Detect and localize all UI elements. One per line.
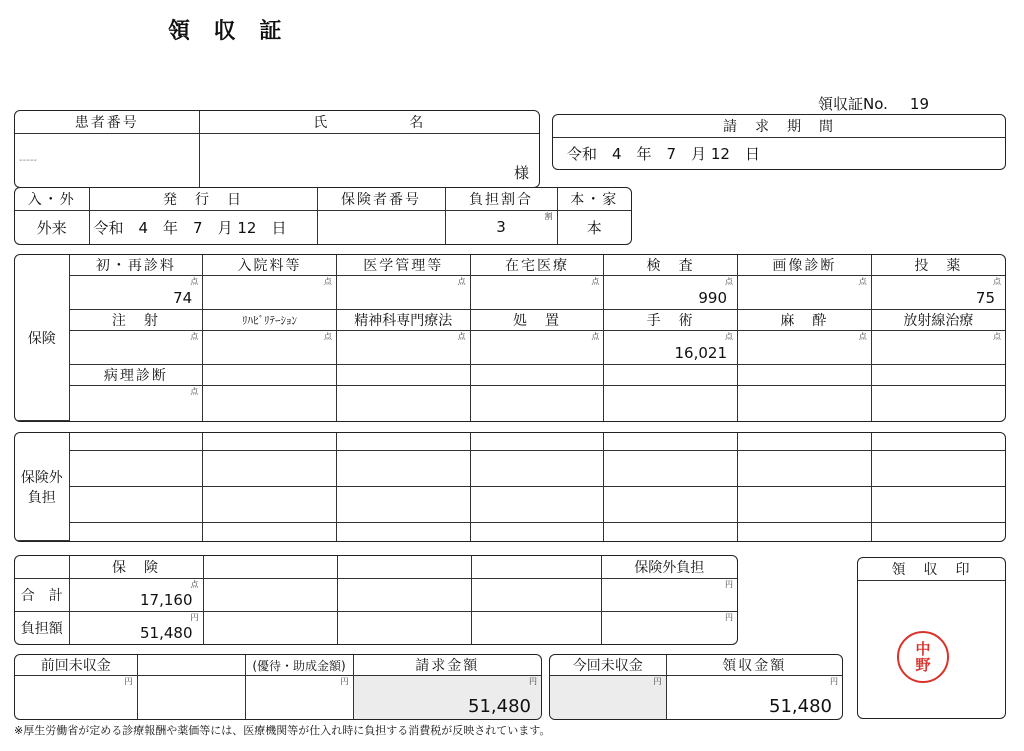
discount-cell: [245, 676, 353, 720]
page-title: 領 収 証: [168, 19, 290, 44]
burden-label: 負担額: [15, 611, 69, 644]
bill-amount-label: 請求金額: [353, 655, 541, 676]
receipt-number-label: 領収証No.: [818, 95, 888, 113]
empty-cell: [337, 611, 471, 644]
empty-cell: [738, 451, 872, 487]
cat-value-cell: [203, 276, 337, 310]
cat-value-cell: [69, 276, 203, 310]
insurer-number-value: [317, 210, 445, 244]
discount-label: (優待・助成金額): [245, 655, 353, 676]
non-insurance-label-1: 保険外: [20, 469, 63, 486]
point-unit: 点: [591, 332, 600, 341]
empty-cell: [336, 433, 470, 451]
empty-cell: [470, 451, 604, 487]
patient-box: [14, 110, 540, 188]
point-unit: 点: [190, 387, 199, 396]
point-unit: 点: [725, 277, 734, 286]
cat-label: 投 薬: [871, 255, 1005, 276]
empty-cell: [471, 611, 601, 644]
billing-period-label: 請 求 期 間: [553, 115, 1005, 137]
point-unit: 点: [457, 332, 466, 341]
cat-value: 75: [975, 289, 995, 307]
total-label: 合 計: [15, 578, 69, 611]
cat-value: 74: [173, 289, 193, 307]
receipt-number: [818, 93, 929, 114]
cat-label: 麻 酔: [738, 310, 872, 331]
empty-cell: [203, 556, 337, 578]
empty-cell: [203, 523, 337, 541]
cat-value-cell: [69, 331, 203, 365]
empty-cell: [69, 523, 203, 541]
insurance-total-label: 保 険: [69, 556, 203, 578]
bill-amount-value: 51,480: [468, 696, 531, 717]
yen-unit: 円: [529, 677, 537, 686]
empty-cell: [604, 523, 738, 541]
patient-id-label: 患者番号: [15, 111, 199, 133]
empty-cell: [871, 451, 1005, 487]
empty-cell: [470, 523, 604, 541]
empty-cell: [738, 365, 872, 386]
cat-value-cell: [69, 386, 203, 421]
cat-label: 手 術: [604, 310, 738, 331]
billing-period-box: [552, 114, 1006, 170]
point-unit: 点: [858, 332, 867, 341]
cat-value-cell: [203, 331, 337, 365]
empty-cell: [604, 386, 738, 421]
point-unit: 点: [993, 332, 1001, 341]
point-unit: 点: [858, 277, 867, 286]
non-insurance-total-label: 保険外負担: [601, 556, 737, 578]
current-unpaid-label: 今回未収金: [550, 655, 666, 676]
empty-cell: [203, 611, 337, 644]
non-ins-total-cell: [601, 578, 737, 611]
point-unit: 点: [323, 332, 332, 341]
empty-cell: [137, 655, 245, 676]
total-value: 17,160: [140, 590, 193, 609]
cat-label: 精神科専門療法: [336, 310, 470, 331]
received-amount-cell: [666, 676, 842, 720]
empty-cell: [871, 386, 1005, 421]
patient-id-value: -----: [15, 133, 199, 187]
cat-label: 病理診断: [69, 365, 203, 386]
patient-name-cell: [199, 133, 539, 187]
insured-type-label: 本・家: [557, 188, 631, 210]
point-unit: 点: [993, 277, 1001, 286]
cat-label: 初・再診料: [69, 255, 203, 276]
empty-cell: [470, 433, 604, 451]
empty-cell: [203, 386, 337, 421]
bill-amount-cell: [353, 676, 541, 720]
empty-cell: [203, 451, 337, 487]
cat-label: 処 置: [470, 310, 604, 331]
empty-cell: [471, 556, 601, 578]
cat-label: 検 査: [604, 255, 738, 276]
yen-unit: 円: [190, 612, 199, 622]
insured-type-value: 本: [557, 210, 631, 244]
empty-cell: [470, 386, 604, 421]
point-unit: 点: [457, 277, 466, 286]
insurer-number-label: 保険者番号: [317, 188, 445, 210]
insurance-side-label: 保険: [15, 255, 69, 421]
empty-cell: [203, 433, 337, 451]
empty-cell: [336, 365, 470, 386]
yen-unit: 円: [830, 677, 838, 686]
burden-cell: [69, 611, 203, 644]
empty-cell: [470, 487, 604, 523]
cat-value-cell: [604, 276, 738, 310]
received-amount-value: 51,480: [769, 696, 832, 717]
empty-cell: [871, 487, 1005, 523]
insurance-grid: [14, 254, 1006, 422]
empty-cell: [69, 487, 203, 523]
empty-cell: [137, 676, 245, 720]
point-unit: 点: [190, 277, 199, 286]
empty-cell: [203, 365, 337, 386]
stamp-char-1: 中: [915, 640, 931, 658]
cat-value: 16,021: [674, 344, 728, 362]
empty-cell: [337, 556, 471, 578]
cat-value-cell: [336, 331, 470, 365]
cat-value: 990: [698, 289, 728, 307]
burden-value: 51,480: [140, 624, 193, 642]
empty-cell: [604, 487, 738, 523]
yen-unit: 円: [653, 677, 662, 686]
prev-unpaid-label: 前回未収金: [15, 655, 137, 676]
receipt-number-value: 19: [909, 95, 929, 113]
ratio-unit: 割: [544, 211, 553, 221]
cat-label: ﾘﾊﾋﾞﾘﾃｰｼｮﾝ: [203, 310, 337, 331]
empty-cell: [336, 386, 470, 421]
point-unit: 点: [190, 332, 199, 341]
non-ins-burden-cell: [601, 611, 737, 644]
empty-cell: [203, 578, 337, 611]
cat-value-cell: [470, 276, 604, 310]
cat-label: 入院料等: [203, 255, 337, 276]
empty-cell: [337, 578, 471, 611]
received-box: [549, 654, 843, 720]
empty-cell: [470, 365, 604, 386]
empty-cell: [15, 556, 69, 578]
burden-ratio-cell: [445, 210, 557, 244]
prev-unpaid-cell: [15, 676, 137, 720]
yen-unit: 円: [340, 677, 349, 686]
cat-value-cell: [871, 276, 1005, 310]
non-insurance-label-2: 負担: [27, 489, 56, 506]
empty-cell: [336, 487, 470, 523]
billing-period-value: 令和 4 年 7 月 12 日: [553, 137, 1005, 169]
empty-cell: [604, 365, 738, 386]
totals-box: [14, 555, 738, 645]
cat-label: 画像診断: [738, 255, 872, 276]
cat-value-cell: [871, 331, 1005, 365]
footnote: ※厚生労働省が定める診療報酬や薬価等には、医療機関等が仕入れ時に負担する消費税が反映されています。: [14, 724, 551, 737]
cat-value-cell: [738, 331, 872, 365]
empty-cell: [871, 433, 1005, 451]
empty-cell: [738, 523, 872, 541]
yen-unit: 円: [725, 612, 733, 622]
point-unit: 点: [725, 332, 734, 341]
empty-cell: [604, 433, 738, 451]
current-unpaid-cell: [550, 676, 666, 720]
stamp-char-2: 野: [915, 656, 931, 674]
cat-label: 在宅医療: [470, 255, 604, 276]
empty-cell: [604, 451, 738, 487]
cat-value-cell: [604, 331, 738, 365]
cat-label: 注 射: [69, 310, 203, 331]
yen-unit: 円: [124, 677, 133, 686]
visit-box: [14, 187, 632, 245]
point-unit: 点: [323, 277, 332, 286]
burden-ratio-value: 3: [496, 218, 506, 237]
empty-cell: [871, 523, 1005, 541]
empty-cell: [871, 365, 1005, 386]
non-insurance-side-label: [15, 433, 69, 541]
non-insurance-grid: [14, 432, 1006, 542]
cat-value-cell: [336, 276, 470, 310]
cat-value-cell: [470, 331, 604, 365]
point-unit: 点: [591, 277, 600, 286]
total-cell: [69, 578, 203, 611]
received-amount-label: 領収金額: [666, 655, 842, 676]
honorific: 様: [513, 164, 529, 182]
cat-label: 医学管理等: [336, 255, 470, 276]
cat-label: 放射線治療: [871, 310, 1005, 331]
cat-value-cell: [738, 276, 872, 310]
empty-cell: [471, 578, 601, 611]
patient-name-label: 氏 名: [199, 111, 539, 133]
empty-cell: [203, 487, 337, 523]
billing-box: [14, 654, 542, 720]
empty-cell: [69, 433, 203, 451]
receipt-seal-stamp: [897, 631, 949, 683]
inout-value: 外来: [15, 210, 89, 244]
issue-date-label: 発 行 日: [89, 188, 317, 210]
empty-cell: [738, 487, 872, 523]
burden-ratio-label: 負担割合: [445, 188, 557, 210]
inout-label: 入・外: [15, 188, 89, 210]
empty-cell: [738, 433, 872, 451]
empty-cell: [336, 523, 470, 541]
empty-cell: [336, 451, 470, 487]
issue-date-value: 令和 4 年 7 月 12 日: [89, 210, 317, 244]
empty-cell: [69, 451, 203, 487]
yen-unit: 円: [725, 579, 733, 589]
stamp-box-label: 領 収 印: [858, 558, 1005, 580]
point-unit: 点: [190, 579, 199, 589]
empty-cell: [738, 386, 872, 421]
